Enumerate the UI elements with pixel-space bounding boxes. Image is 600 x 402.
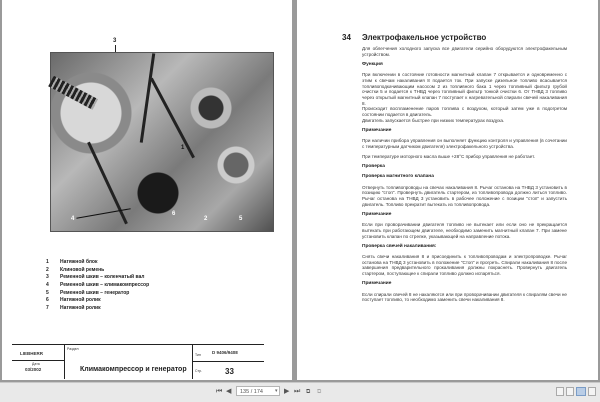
subheading-note: Примечание (362, 127, 392, 133)
legend-number: 5 (46, 289, 49, 296)
figure-callout-4: 4 (71, 216, 75, 222)
figure-legend (46, 258, 149, 312)
subheading-note: Примечание (362, 281, 392, 287)
legend-text: Ременной шкив – коленчатый вал (60, 274, 145, 281)
legend-number: 4 (46, 281, 49, 288)
legend-text: Натяжной ролик (60, 297, 101, 304)
belt-shape (140, 53, 155, 143)
type-label: Тип (195, 353, 201, 357)
title-block (12, 344, 264, 379)
legend-item (46, 266, 149, 274)
legend-number: 7 (46, 304, 49, 311)
subheading-function: Функция (362, 61, 383, 67)
subheading-solenoid-check: Проверка магнитного клапана (362, 174, 434, 180)
last-page-icon[interactable]: ⏭ (294, 388, 301, 395)
legend-number: 1 (46, 258, 49, 265)
paragraph: При включении в состояние готовности магнитный клапан 7 открывается и одновременно с этим к свечам накаливания 8 подается ток. При запуске дизельное топливо всасывается топливоподкачивающим насосом 2 из топливного бака 1 через топливный фильтр грубой очистки 5 и подается к ТНВД через топливный фильтр тонкой очистки 6. От ТНВД 3 топливо через открытый магнитный клапан 7 поступает к нагревательной спирали свечей накаливания 8. (362, 72, 567, 106)
right-page (297, 0, 598, 380)
section-title: Климакомпрессор и генератор (80, 366, 187, 373)
legend-item (46, 304, 149, 312)
legend-number: 3 (46, 274, 49, 281)
legend-item (46, 273, 149, 281)
page-label: Стр. (195, 369, 203, 373)
brand-logo: LIEBHERR (20, 351, 44, 356)
copy-icon[interactable]: ⧉ (306, 389, 311, 395)
subheading-note: Примечание (362, 211, 392, 217)
date-label: Дата (32, 362, 40, 366)
figure-callout-6: 6 (172, 211, 176, 217)
figure-callout-1: 1 (181, 145, 185, 151)
subheading-check: Проверка (362, 164, 385, 170)
page-number: 33 (225, 367, 234, 376)
viewer-toolbar (0, 382, 600, 402)
brand-cell (12, 345, 64, 361)
figure-callout-5: 5 (239, 216, 243, 222)
legend-item (46, 289, 149, 297)
paragraph: Происходит воспламенение паров топлива с воздухом, который затем уже в подогретом состоянии подается в двигатель. (362, 106, 567, 118)
section-heading: Электрофакельное устройство (362, 33, 487, 42)
paragraph: При наличии прибора управления он выполняет функцию контроля и управления (в сочетании с температурным датчиком двигателя) электрофакельного устройства. (362, 138, 567, 149)
divider (192, 345, 193, 379)
figure-callout-2: 2 (204, 216, 208, 222)
two-page-continuous-view-button[interactable] (588, 387, 596, 396)
paragraph: При температуре моторного масла выше +28°С прибор управления не работает. (362, 154, 535, 160)
paragraph: Двигатель запускается быстрее при низких температурах воздуха. (362, 117, 505, 123)
legend-text: Ременной шкив – генератор (60, 289, 130, 296)
figure-callout-3: 3 (113, 38, 117, 44)
first-page-icon[interactable]: ⏮ (216, 388, 223, 395)
divider (192, 361, 264, 362)
chain-shape (48, 76, 98, 110)
continuous-view-button[interactable] (566, 387, 574, 396)
divider (64, 345, 65, 379)
legend-item (46, 281, 149, 289)
paragraph: Если при проворачивании двигателя топливо не вытекает или если оно не прекращается вытекать при работающем двигателе, необходимо заменить магнитный клапан 7. При замене установить клапан по стрелке, указывающей на направление потока. (362, 222, 567, 239)
legend-number: 2 (46, 266, 49, 273)
next-page-icon[interactable]: ▶ (284, 388, 290, 395)
paragraph: Отвернуть топливопроводы на свечах накаливания 8. Рычаг останова на ТНВД 3 установить в позицию "стоп". Провернуть двигатель стартером, из топливопровода должно литься топливо. Рычаг останова на ТНВД 3 установить в рабочее положение с позиции "стоп" и запустить двигатель. Топливо прекратит вытекать из топливопровода. (362, 184, 567, 207)
belt-shape (150, 78, 195, 159)
legend-text: Натяжной ролик (60, 304, 101, 311)
intro-paragraph: Для облегчения холодного запуска все двигатели серийно оборудуются электрофакельным устройством. (362, 46, 567, 57)
legend-item (46, 258, 149, 266)
section-body (362, 46, 567, 307)
date-value: 03/2002 (25, 367, 42, 372)
two-page-view-button[interactable] (576, 387, 586, 396)
page-dropdown-icon[interactable]: ▾ (275, 388, 278, 394)
subheading-glow-plug-check: Проверка свечей накаливания: (362, 243, 437, 249)
section-number: 34 (342, 33, 351, 42)
legend-text: Ременной шкив – климакомпрессор (60, 281, 150, 288)
legend-text: Клиновой ремень (60, 266, 105, 273)
paste-icon[interactable]: ⧉ (317, 389, 322, 395)
type-value: D 9406/9408 (212, 350, 238, 355)
legend-item (46, 296, 149, 304)
paragraph: Снять свечи накаливания 8 и присоединить к топливопроводам и электропроводке. Рычаг останова на ТНВД 3 установить в положение "Стоп" и прогреть. Спирали накаливания 8 после завершения предварительного прокаливания должны покраснеть. Провернуть двигатель стартером, поступающее к спирали топливо должно испаряться. (362, 253, 567, 277)
engine-belt-photo (50, 52, 274, 232)
left-page (2, 0, 292, 380)
single-page-view-button[interactable] (556, 387, 564, 396)
page-number-input[interactable]: 135 / 174 (236, 386, 280, 396)
paragraph: Если спирали свечей 8 не накаляются или при проворачивании двигателя к спиралям свечи не поступает топливо, то необходимо заменить свечи накаливания 8. (362, 291, 567, 303)
legend-number: 6 (46, 297, 49, 304)
section-label: Раздел (67, 347, 79, 351)
legend-text: Натяжной блок (60, 258, 98, 265)
prev-page-icon[interactable]: ◀ (226, 388, 232, 395)
